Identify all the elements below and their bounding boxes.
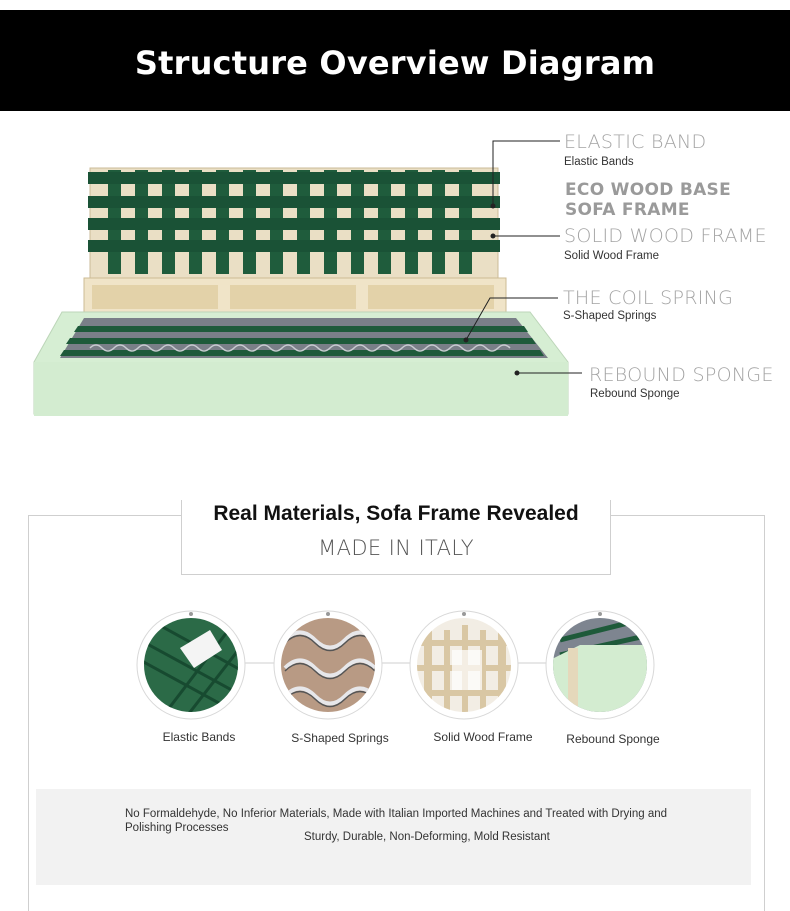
callout-rebound-sponge-subtitle: Rebound Sponge — [590, 388, 680, 400]
notes-line-2: Sturdy, Durable, Non-Deforming, Mold Resistant — [304, 831, 550, 843]
callout-rebound-sponge-title: REBOUND SPONGE — [589, 364, 774, 386]
eco-heading-line-2: SOFA FRAME — [565, 200, 690, 220]
rebound-sponge-thumbnail — [546, 611, 660, 725]
callout-solid-wood-subtitle: Solid Wood Frame — [564, 250, 660, 262]
callout-coil-spring-title: THE COIL SPRING — [563, 287, 734, 309]
callout-elastic-band-subtitle: Elastic Bands — [564, 156, 634, 168]
material-label-rebound-sponge: Rebound Sponge — [566, 732, 660, 746]
material-label-s-springs: S-Shaped Springs — [291, 731, 389, 745]
material-label-elastic-bands: Elastic Bands — [162, 730, 236, 744]
materials-subtitle: MADE IN ITALY — [318, 536, 474, 560]
elastic-bands-thumbnail — [137, 611, 250, 725]
page-title: Structure Overview Diagram — [134, 44, 656, 82]
s-springs-thumbnail — [274, 611, 386, 725]
materials-title: Real Materials, Sofa Frame Revealed — [213, 502, 579, 525]
eco-heading-line-1: ECO WOOD BASE — [565, 180, 732, 200]
callout-solid-wood-title: SOLID WOOD FRAME — [564, 225, 767, 247]
callout-elastic-band-title: ELASTIC BAND — [564, 131, 707, 153]
material-label-solid-wood: Solid Wood Frame — [433, 730, 533, 744]
callout-coil-spring-subtitle: S-Shaped Springs — [563, 310, 657, 322]
solid-wood-frame-thumbnail — [410, 611, 522, 725]
notes-line-1: No Formaldehyde, No Inferior Materials, Made with Italian Imported Machines and Treated with Drying and Polishing Processes — [125, 808, 668, 834]
material-circles-row — [130, 605, 660, 725]
